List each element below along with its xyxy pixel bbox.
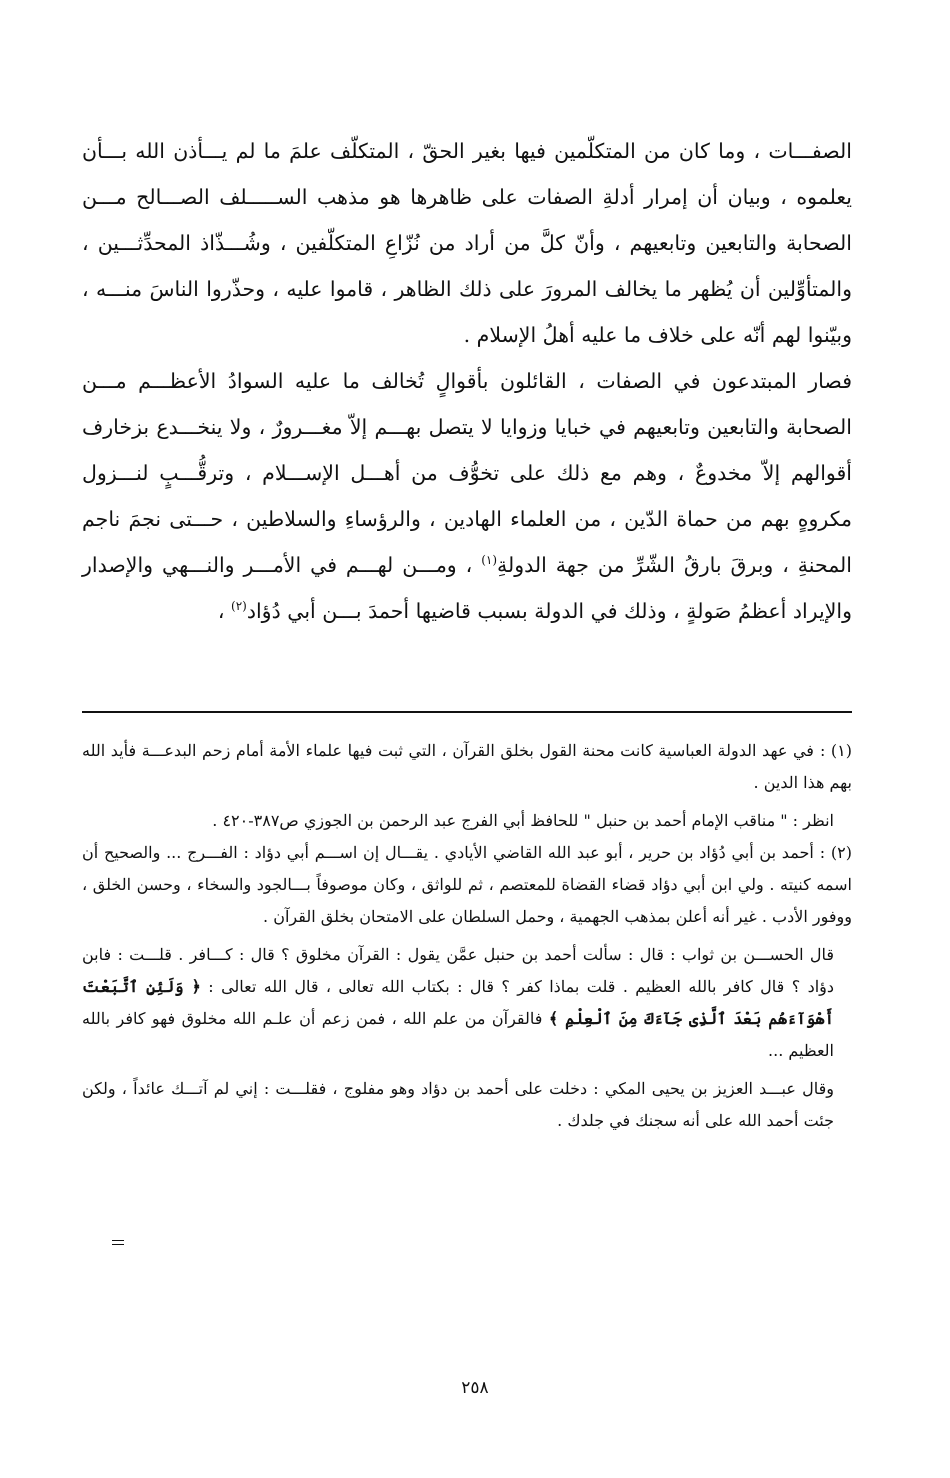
footnote-divider <box>82 711 852 713</box>
main-paragraph-2-continuation: ، ومـــن لهـــم في الأمـــر والنـــهي والإصدار والإيراد أعظمُ صَولةٍ ، وذلك في الدولة بسبب قاضيها أحمدَ بـــن أبي دُؤاد <box>82 553 852 623</box>
footnote-ref-1: (١) <box>481 553 498 568</box>
main-text-block <box>82 128 852 634</box>
footnote-1-number: (١) : <box>819 741 852 760</box>
main-paragraph-2-text: فصار المبتدعون في الصفات ، القائلون بأقوالٍ تُخالف ما عليه السوادُ الأعظـــم مـــن الصحابة والتابعين وتابعيهم في خبايا وزوايا لا يتصل بهـــم إلاّ مغـــرورٌ ، ولا ينخـــدع بزخارف أقوالهم إلاّ مخدوعٌ ، وهم مع ذلك على تخوُّف من أهـــل الإســـلام ، وترقُّـــبٍ لنـــزول مكروهٍ بهم من حماة الدّين ، من العلماء الهادين ، والرؤساءِ والسلاطين ، حـــتى نجمَ ناجم المحنةِ ، وبرقَ بارقُ الشّرِّ من جهة الدولةِ <box>82 369 852 577</box>
page-number: ٢٥٨ <box>461 1378 489 1398</box>
footnote-2-quote-1-end: فالقرآن من علم الله ، فمن زعم أن علـم الله مخلوق فهو كافر بالله العظيم ... <box>82 1009 834 1060</box>
footnote-ref-2: (٢) <box>231 599 247 614</box>
footnote-1-reference: انظر : " مناقب الإمام أحمد بن حنبل " للحافظ أبي الفرج عبد الرحمن بن الجوزي ص٣٨٧-٤٢٠ . <box>212 811 834 830</box>
footnote-2-text: أحمد بن أبي دُؤاد بن حرير ، أبو عبد الله القاضي الأيادي . يقـــال إن اســـم أبي دؤاد : الفـــرج ... والصحيح أن اسمه كنيته . ولي ابن أبي دؤاد قضاء القضاة للمعتصم ، ثم للواثق ، وكان موصوفاً بـــالجود والسخاء ، وحسن الخلق ، ووفور الأدب . غير أنه أعلن بمذهب الجهمية ، وحمل السلطان على الامتحان بخلق القرآن . <box>82 843 852 926</box>
equals-mark <box>112 1240 124 1241</box>
footnote-2 <box>82 837 852 933</box>
footnote-2-quote-1-text: قال الحســـن بن ثواب : قال : سألت أحمد بن حنبل عمَّن يقول : القرآن مخلوق ؟ قال : كـــافر . قلـــت : فابن دؤاد ؟ قال كافر بالله العظيم . قلت بماذا كفر ؟ قال : بكتاب الله تعالى ، قال الله تعالى : <box>82 945 835 996</box>
footnote-2-quote-2: وقال عبـــد العزيز بن يحيى المكي : دخلت على أحمد بن دؤاد وهو مفلوج ، فقلـــت : إني لم آتـــك عائداً ، ولكن جئت أحمد الله على أنه سجنك في جلدك . <box>82 1079 834 1130</box>
main-paragraph-2-end: ، <box>217 599 225 623</box>
footnotes-block <box>82 735 852 1137</box>
quran-verse: ﴿ وَلَئِنِ ٱتَّبَعْتَ أَهْوَآءَهُم بَعْدَ ٱلَّذِى جَآءَكَ مِنَ ٱلْعِلْمِ ﴾ <box>82 977 834 1028</box>
footnote-2-number: (٢) : <box>819 843 852 862</box>
main-paragraph-2 <box>82 358 852 634</box>
footnote-1 <box>82 735 852 799</box>
footnote-2-quote-1 <box>82 939 852 1067</box>
main-paragraph-1: الصفـــات ، وما كان من المتكلّمين فيها بغير الحقّ ، المتكلّف علمَ ما لم يـــأذن الله بـــأن يعلموه ، وبيان أن إمرار أدلةِ الصفات على ظاهرها هو مذهب الســـــلف الصـــالح مـــن الصحابة والتابعين وتابعيهم ، وأنّ كلَّ من أراد من نُزّاعِ المتكلّفين ، وشُـــذّاذ المحدِّثـــين ، والمتأوِّلين أن يُظهر ما يخالف المرورَ على ذلك الظاهر ، قاموا عليه ، وحذّروا الناسَ منـــه ، وبيّنوا لهم أنّه على خلاف ما عليه أهلُ الإسلام . <box>82 139 852 347</box>
footnote-1-text: في عهد الدولة العباسية كانت محنة القول بخلق القرآن ، التي ثبت فيها علماء الأمة أمام زحم البدعـــة فأيد الله بهم هذا الدين . <box>82 741 852 792</box>
